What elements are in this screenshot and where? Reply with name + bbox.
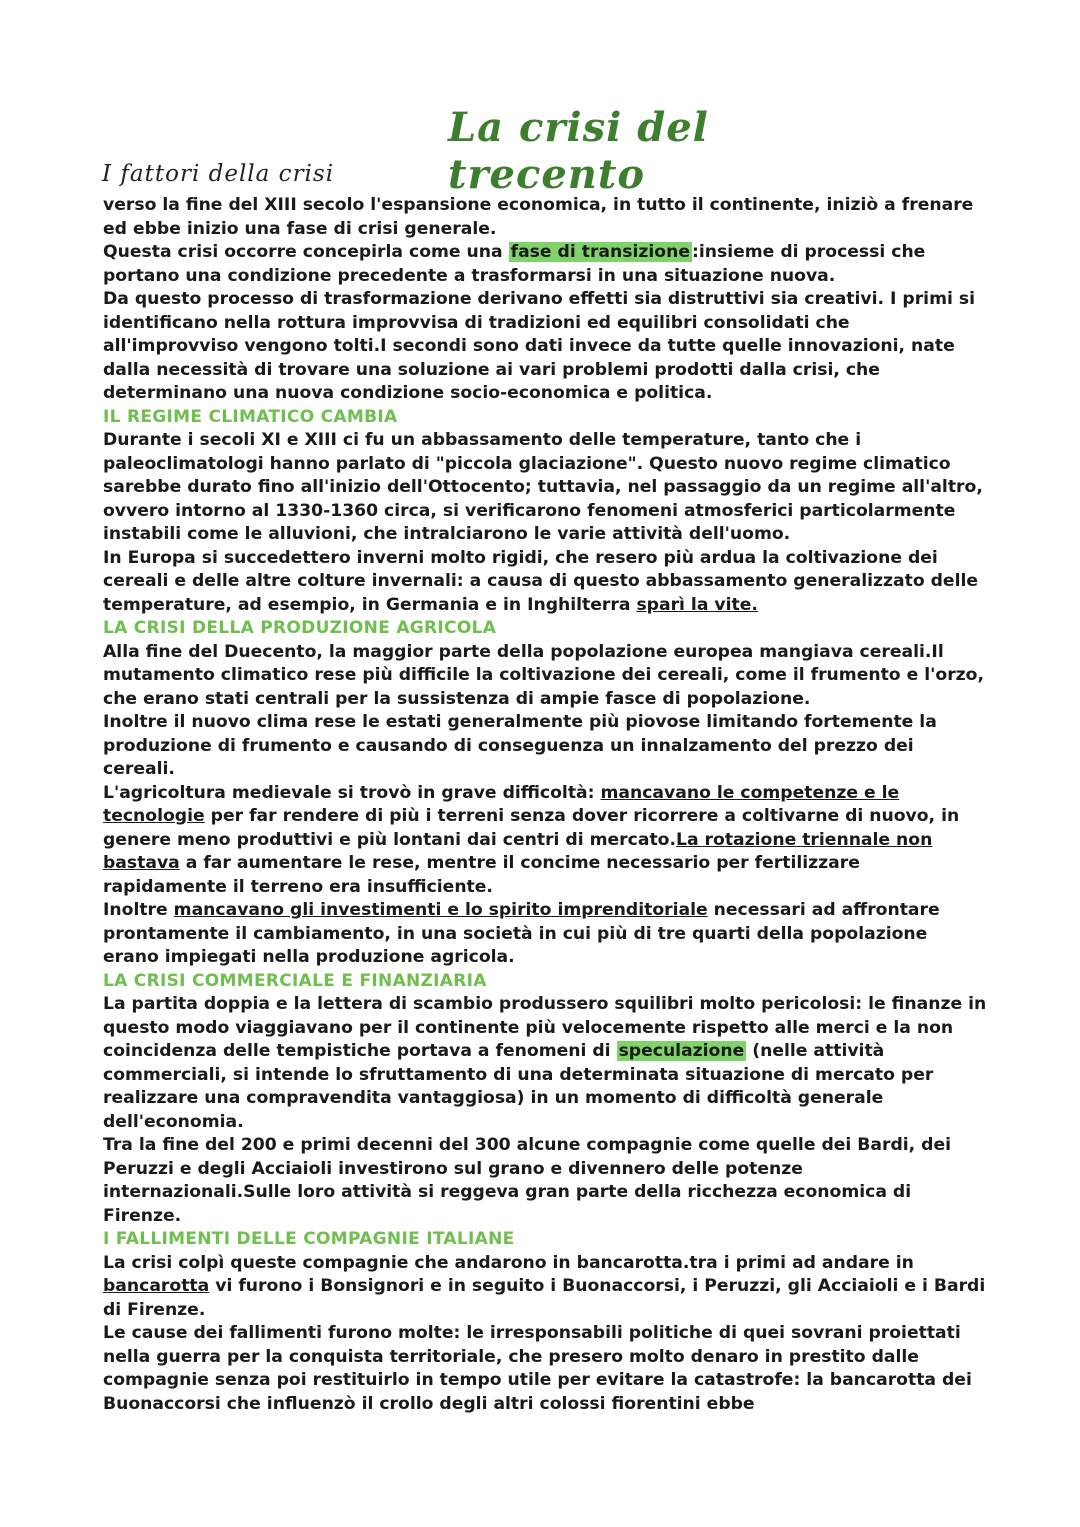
text: Alla fine del Duecento, la maggior parte della popolazione europea mangiava cereali.Il mutamento climatico rese più difficile la coltivazione dei cereali, come il frumento e l'orzo, che erano stati centrali per la sussistenza di ampie fasce di popolazione.: [103, 641, 985, 709]
text: (nelle attività commerciali, si intende lo sfruttamento di una determinata situazione di mercato per realizzare una compravendita vantaggiosa) in un momento di difficoltà generale dell'economia.: [103, 1041, 934, 1132]
paragraph: [103, 1252, 988, 1323]
paragraph: [103, 1322, 988, 1416]
paragraph: [103, 1134, 988, 1228]
paragraph: [103, 993, 988, 1134]
text: Inoltre: [103, 900, 174, 920]
text: :insieme di processi che portano una condizione precedente a trasformarsi in una situazione nuova.: [103, 242, 926, 286]
paragraph: [103, 711, 988, 782]
text: necessari ad affrontare prontamente il cambiamento, in una società in cui più di tre quarti della popolazione erano impiegati nella produzione agricola.: [103, 900, 940, 967]
text: Tra la fine del 200 e primi decenni del 300 alcune compagnie come quelle dei Bardi, dei Peruzzi e degli Acciaioli investirono sul grano e divennero delle potenze internazionali.Sulle loro attività si reggeva gran parte della ricchezza economica di Firenze.: [103, 1135, 952, 1226]
highlight: fase di transizione: [510, 242, 690, 262]
underlined-text: bancarotta: [103, 1276, 210, 1296]
paragraph: [103, 241, 988, 288]
text: a far aumentare le rese, mentre il concime necessario per fertilizzare rapidamente il terreno era insufficiente.: [103, 853, 860, 897]
text: verso la fine del XIII secolo l'espansione economica, in tutto il continente, iniziò a frenare ed ebbe inizio una fase di crisi generale.: [103, 195, 974, 239]
section-heading: I FALLIMENTI DELLE COMPAGNIE ITALIANE: [103, 1229, 515, 1249]
paragraph: [103, 429, 988, 547]
text: In Europa si succedettero inverni molto rigidi, che resero più ardua la coltivazione dei cereali e delle altre colture invernali: a causa di questo abbassamento generalizzato delle temperature, ad esempio, in Germania e in Inghilterra: [103, 547, 979, 615]
text: La partita doppia e la lettera di scambio produssero squilibri molto pericolosi: le finanze in questo modo viaggiavano per il continente più velocemente rispetto alle merci e la non coincidenza delle tempistiche portava a fenomeni di: [103, 994, 987, 1061]
paragraph: [103, 547, 988, 618]
paragraph: [103, 782, 988, 900]
paragraph: [103, 641, 988, 712]
section-subtitle: I fattori della crisi: [102, 161, 335, 187]
text: Questa crisi occorre concepirla come una: [103, 242, 509, 262]
text: Da questo processo di trasformazione derivano effetti sia distruttivi sia creativi. I primi si identificano nella rottura improvvisa di tradizioni ed equilibri consolidati che all'improvviso vengono tolti.I secondi sono dati invece da tutte quelle innovazioni, nate dalla necessità di trovare una soluzione ai vari problemi prodotti dalla crisi, che determinano una nuova condizione socio-economica e politica.: [103, 289, 975, 403]
text: Inoltre il nuovo clima rese le estati generalmente più piovose limitando fortemente la produzione di frumento e causando di conseguenza un innalzamento del prezzo dei cereali.: [103, 712, 937, 779]
paragraph: [103, 899, 988, 970]
text: vi furono i Bonsignori e in seguito i Buonaccorsi, i Peruzzi, gli Acciaioli e i Bardi di Firenze.: [103, 1276, 986, 1320]
section-heading: LA CRISI DELLA PRODUZIONE AGRICOLA: [103, 618, 497, 638]
document-body: [103, 194, 988, 1416]
paragraph: [103, 194, 988, 241]
text: per far rendere di più i terreni senza dover ricorrere a coltivarne di nuovo, in genere meno produttivi e più lontani dai centri di mercato.: [103, 806, 960, 850]
text: Le cause dei fallimenti furono molte: le irresponsabili politiche di quei sovrani proiettati nella guerra per la conquista territoriale, che presero molto denaro in prestito dalle compagnie senza poi restituirlo in tempo utile per evitare la catastrofe: la bancarotta dei Buonaccorsi che influenzò il crollo degli altri colossi fiorentini ebbe: [103, 1323, 972, 1414]
underlined-text: mancavano le competenze e le tecnologie: [103, 782, 900, 826]
text: Durante i secoli XI e XIII ci fu un abbassamento delle temperature, tanto che i paleoclimatologi hanno parlato di "piccola glaciazione". Questo nuovo regime climatico sarebbe durato fino all'inizio dell'Ottocento; tuttavia, nel passaggio da un regime all'altro, ovvero intorno al 1330-1360 circa, si verificarono fenomeni atmosferici particolarmente instabili come le alluvioni, che intralciarono le varie attività dell'uomo.: [103, 430, 983, 544]
text: La crisi colpì queste compagnie che andarono in bancarotta.tra i primi ad andare in: [103, 1252, 914, 1273]
text: L'agricoltura medievale si trovò in grave difficoltà:: [103, 782, 601, 803]
section-heading: LA CRISI COMMERCIALE E FINANZIARIA: [103, 970, 487, 991]
section-heading: IL REGIME CLIMATICO CAMBIA: [103, 406, 398, 427]
underlined-text: mancavano gli investimenti e lo spirito imprenditoriale: [173, 900, 708, 920]
underlined-text: sparì la vite.: [636, 594, 758, 615]
paragraph: [103, 288, 988, 406]
underlined-text: La rotazione triennale non bastava: [103, 829, 933, 873]
highlight: speculazione: [618, 1041, 745, 1061]
page-title: La crisi del trecento: [448, 104, 709, 198]
